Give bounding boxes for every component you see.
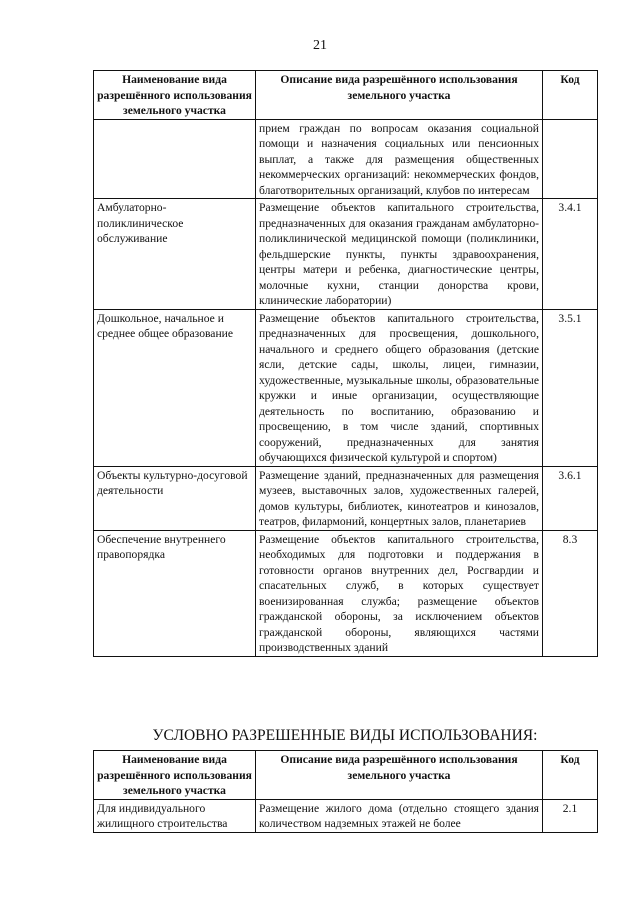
cell-name: Для индивидуального жилищного строительства: [94, 799, 256, 832]
cell-code: 3.5.1: [543, 309, 598, 466]
header-description: Описание вида разрешённого использования земельного участка: [256, 71, 543, 120]
section-heading: УСЛОВНО РАЗРЕШЕННЫЕ ВИДЫ ИСПОЛЬЗОВАНИЯ:: [152, 727, 538, 744]
cell-description: Размещение объектов капитального строительства, необходимых для подготовки и поддержания в готовности органов внутренних дел, Росгвардии и спасательных служб, в которых существует военизированная служба; размещение объектов гражданской обороны, за исключением объектов гражданской обороны, являющихся частями производственных зданий: [256, 530, 543, 656]
header-name: Наименование вида разрешённого использования земельного участка: [94, 751, 256, 800]
cell-code: 8.3: [543, 530, 598, 656]
table-header-row: [94, 71, 598, 120]
table-row: [94, 799, 598, 832]
table-row: [94, 466, 598, 530]
cell-description: Размещение жилого дома (отдельно стоящего здания количеством надземных этажей не более: [256, 799, 543, 832]
cell-description: прием граждан по вопросам оказания социальной помощи и назначения социальных или пенсионных выплат, а также для размещения общественных некоммерческих организаций: некоммерческих фондов, благотворительных организаций, клубов по интересам: [256, 119, 543, 199]
page-number: 21: [313, 38, 327, 53]
cell-name: Амбулаторно-поликлиническое обслуживание: [94, 199, 256, 310]
cell-code: 3.6.1: [543, 466, 598, 530]
cell-name: [94, 119, 256, 199]
cell-code: 3.4.1: [543, 199, 598, 310]
table-row: [94, 119, 598, 199]
cell-code: [543, 119, 598, 199]
cell-description: Размещение зданий, предназначенных для размещения музеев, выставочных залов, художественных галерей, домов культуры, библиотек, кинотеатров и кинозалов, театров, филармоний, концертных залов, планетариев: [256, 466, 543, 530]
table-row: [94, 199, 598, 310]
cell-name: Обеспечение внутреннего правопорядка: [94, 530, 256, 656]
land-use-table-main: [93, 70, 598, 657]
table-row: [94, 530, 598, 656]
land-use-table-conditional: [93, 750, 598, 833]
cell-name: Дошкольное, начальное и среднее общее образование: [94, 309, 256, 466]
header-name: Наименование вида разрешённого использования земельного участка: [94, 71, 256, 120]
cell-description: Размещение объектов капитального строительства, предназначенных для оказания гражданам амбулаторно-поликлинической медицинской помощи (поликлиники, фельдшерские пункты, пункты здравоохранения, центры матери и ребенка, диагностические центры, молочные кухни, станции донорства крови, клинические лаборатории): [256, 199, 543, 310]
table-row: [94, 309, 598, 466]
header-description: Описание вида разрешённого использования земельного участка: [256, 751, 543, 800]
cell-name: Объекты культурно-досуговой деятельности: [94, 466, 256, 530]
header-code: Код: [543, 71, 598, 120]
header-code: Код: [543, 751, 598, 800]
cell-code: 2.1: [543, 799, 598, 832]
cell-description: Размещение объектов капитального строительства, предназначенных для просвещения, дошкольного, начального и среднего общего образования (детские ясли, детские сады, школы, лицеи, гимназии, художественные, музыкальные школы, образовательные кружки и иные организации, осуществляющие деятельность по воспитанию, образованию и просвещению, в том числе зданий, спортивных сооружений, предназначенных для занятия обучающихся физической культурой и спортом): [256, 309, 543, 466]
table-header-row: [94, 751, 598, 800]
